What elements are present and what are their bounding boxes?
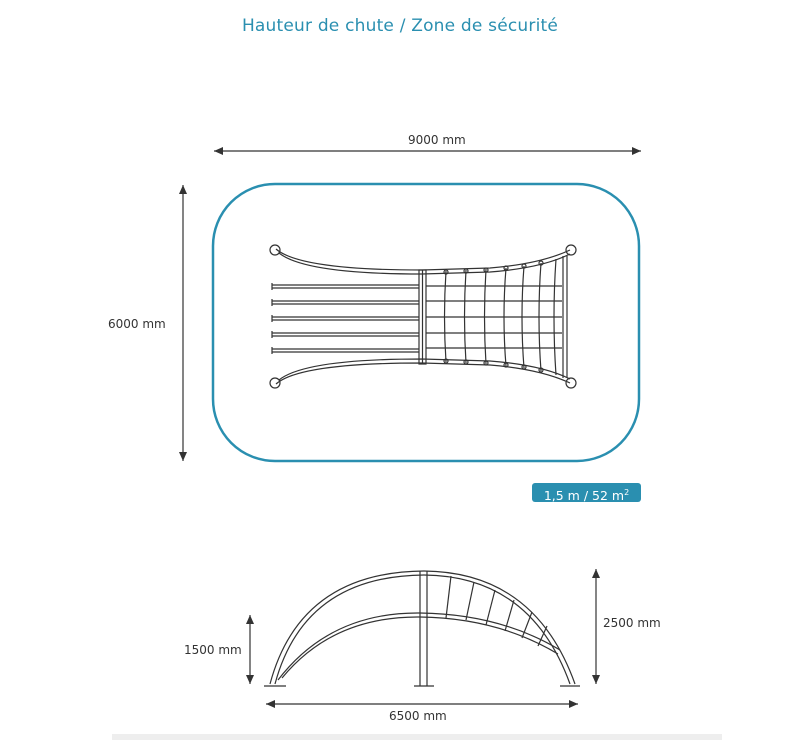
safety-zone-badge <box>532 483 641 502</box>
fall-height-label: 1500 mm <box>184 643 242 657</box>
top-height-label: 6000 mm <box>108 317 166 331</box>
diagram-title: Hauteur de chute / Zone de sécurité <box>241 16 559 36</box>
top-width-label: 9000 mm <box>408 133 466 147</box>
side-width-label: 6500 mm <box>389 709 447 723</box>
footer-divider <box>112 734 722 740</box>
structure-top-view <box>270 245 576 388</box>
safety-zone-label: 1,5 m / 52 m <box>543 488 625 503</box>
total-height-label: 2500 mm <box>603 616 661 630</box>
safety-zone-superscript: 2 <box>624 488 630 497</box>
structure-side-view <box>264 571 580 686</box>
